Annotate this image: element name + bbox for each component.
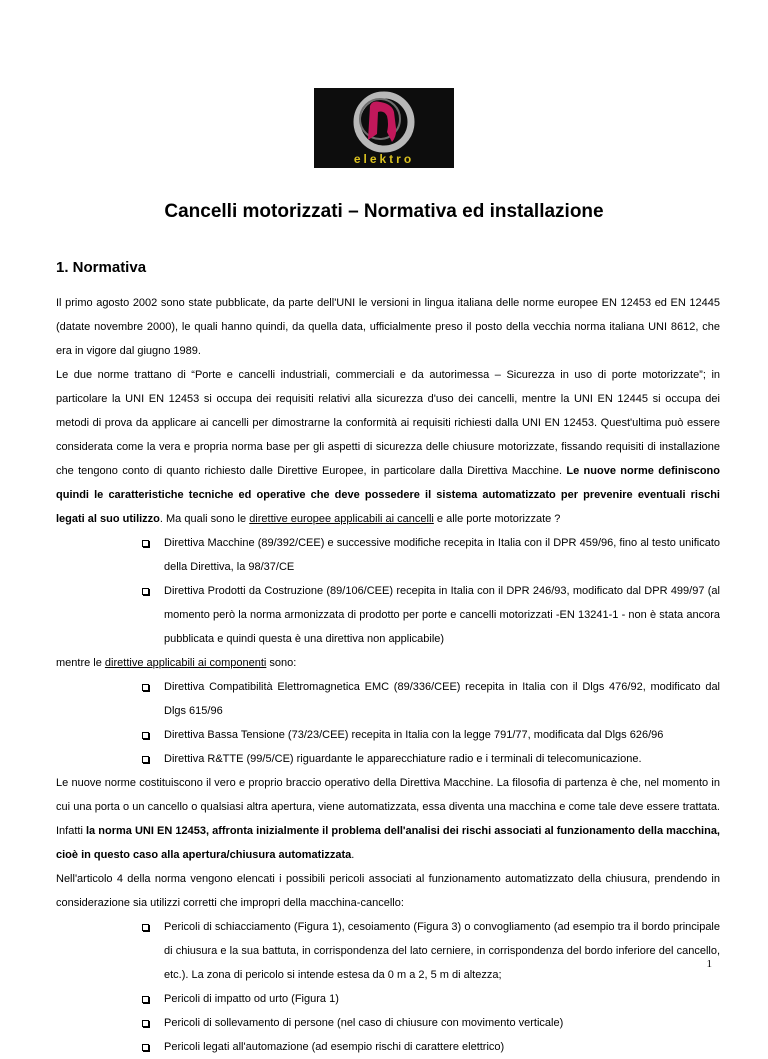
list-item-text: Pericoli di schiacciamento (Figura 1), cesoiamento (Figura 3) o convogliamento (ad esempio tra il bordo principale di chiusura e la sua battuta, in corrispondenza del lato cerniere, in corrispondenza del bordo inferiore del cancello, etc.). La zona di pericolo si intende estesa da 0 m a 2, 5 m di altezza; <box>164 921 720 981</box>
directives-components-list <box>56 675 720 771</box>
list-item <box>56 747 720 771</box>
paragraph-4-text: Le nuove norme costituiscono il vero e proprio braccio operativo della Direttiva Macchine. La filosofia di partenza è che, nel momento in cui una porta o un cancello o qualsiasi altra apertura, viene automatizzata, essa diventa una macchina e come tale deve essere trattata. Infatti <box>56 777 720 837</box>
paragraph-2-underline: direttive europee applicabili ai cancelli <box>249 513 434 525</box>
list-item <box>56 915 720 987</box>
paragraph-2-bold: Le nuove norme definiscono quindi le caratteristiche tecniche ed operative che deve possedere il sistema automatizzato per prevenire eventuali rischi legati al suo utilizzo <box>56 465 720 525</box>
list-item <box>56 675 720 723</box>
list-item <box>56 579 720 651</box>
paragraph-3-text-2: sono: <box>266 657 297 669</box>
paragraph-2-text: Le due norme trattano di “Porte e cancelli industriali, commerciali e da autorimessa – Sicurezza in uso di porte motorizzate”; in particolare la UNI EN 12453 si occupa dei requisiti relativi alla sicurezza d'uso dei cancelli, mentre la UNI EN 12445 si occupa dei metodi di prova da applicare ai cancelli per dimostrarne la conformità ai requisiti richiesti dalla UNI EN 12453. Quest'ultima può essere considerata come la vera e propria norma base per gli aspetti di sicurezza delle chiusure motorizzate, fissando requisiti di installazione che tengono conto di quanto richiesto dalle Direttive Europee, in particolare dalla Direttiva Macchine. <box>56 369 720 477</box>
list-item <box>56 1011 720 1035</box>
list-item-text: Direttiva Bassa Tensione (73/23/CEE) recepita in Italia con la legge 791/77, modificata dal Dlgs 626/96 <box>164 729 664 741</box>
paragraph-4-bold: la norma UNI EN 12453, affronta inizialmente il problema dell'analisi dei rischi associati al funzionamento della macchina, cioè in questo caso alla apertura/chiusura automatizzata <box>56 825 720 861</box>
list-item-text: Direttiva Macchine (89/392/CEE) e successive modifiche recepita in Italia con il DPR 459/96, fino al testo unificato della Direttiva, la 98/37/CE <box>164 537 720 573</box>
paragraph-2 <box>56 363 720 531</box>
square-bullet-icon <box>142 924 149 931</box>
list-item-text: Pericoli legati all'automazione (ad esempio rischi di carattere elettrico) <box>164 1041 505 1053</box>
list-item <box>56 531 720 579</box>
document-body <box>56 291 720 1059</box>
elektro-logo <box>314 88 454 168</box>
list-item <box>56 1035 720 1059</box>
square-bullet-icon <box>142 1044 149 1051</box>
paragraph-4 <box>56 771 720 867</box>
paragraph-5: Nell'articolo 4 della norma vengono elencati i possibili pericoli associati al funzionamento automatizzato della chiusura, prendendo in considerazione sia utilizzi corretti che impropri della macchina-cancello: <box>56 873 720 909</box>
hazards-list <box>56 915 720 1059</box>
list-item-text: Pericoli di impatto od urto (Figura 1) <box>164 993 339 1005</box>
paragraph-3-text: mentre le <box>56 657 105 669</box>
list-item <box>56 723 720 747</box>
section-heading: 1. Normativa <box>56 259 147 276</box>
directives-gates-list <box>56 531 720 651</box>
logo-text: elektro <box>353 152 415 166</box>
list-item-text: Direttiva R&TTE (99/5/CE) riguardante le apparecchiature radio e i terminali di telecomunicazione. <box>164 753 642 765</box>
paragraph-3 <box>56 651 720 675</box>
square-bullet-icon <box>142 1020 149 1027</box>
page-number: 1 <box>706 958 712 970</box>
square-bullet-icon <box>142 996 149 1003</box>
paragraph-2-text-3: e alle porte motorizzate ? <box>433 513 561 525</box>
square-bullet-icon <box>142 588 149 595</box>
list-item-text: Direttiva Prodotti da Costruzione (89/106/CEE) recepita in Italia con il DPR 246/93, modificato dal DPR 499/97 (al momento però la norma armonizzata di prodotto per porte e cancelli motorizzati -EN 13241-1 - non è stata ancora pubblicata e quindi questa è una direttiva non applicabile) <box>164 585 720 645</box>
square-bullet-icon <box>142 540 149 547</box>
paragraph-1: Il primo agosto 2002 sono state pubblicate, da parte dell'UNI le versioni in lingua italiana delle norme europee EN 12453 ed EN 12445 (datate novembre 2000), le quali hanno quindi, da quella data, ufficialmente preso il posto della vecchia norma italiana UNI 8612, che era in vigore dal giugno 1989. <box>56 297 720 357</box>
list-item-text: Direttiva Compatibilità Elettromagnetica EMC (89/336/CEE) recepita in Italia con il Dlgs 476/92, modificato dal Dlgs 615/96 <box>164 681 720 717</box>
paragraph-3-underline: direttive applicabili ai componenti <box>104 657 267 669</box>
paragraph-2-text-2: . Ma quali sono le <box>159 513 250 525</box>
square-bullet-icon <box>142 732 149 739</box>
page-title: Cancelli motorizzati – Normativa ed installazione <box>164 201 604 222</box>
list-item-text: Pericoli di sollevamento di persone (nel caso di chiusure con movimento verticale) <box>164 1017 564 1029</box>
square-bullet-icon <box>142 756 149 763</box>
list-item <box>56 987 720 1011</box>
square-bullet-icon <box>142 684 149 691</box>
paragraph-4-text-2: . <box>351 849 355 861</box>
